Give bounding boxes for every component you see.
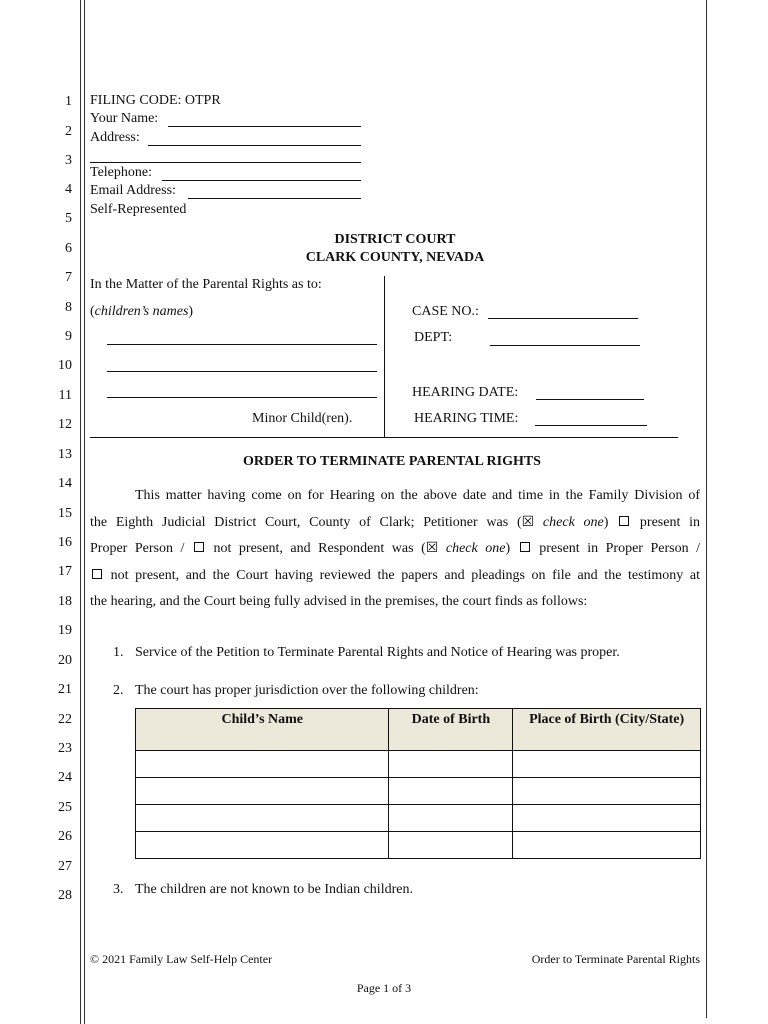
- line-number: 16: [58, 535, 72, 550]
- telephone-label: Telephone:: [90, 165, 152, 180]
- line-number: 21: [58, 682, 72, 697]
- line-number: 13: [58, 447, 72, 462]
- page-number: Page 1 of 3: [356, 981, 412, 995]
- children-table: [135, 708, 701, 859]
- line-number: 26: [58, 829, 72, 844]
- line-number: 17: [58, 564, 72, 579]
- date-of-birth-cell[interactable]: [389, 751, 513, 778]
- date-of-birth-cell[interactable]: [389, 778, 513, 805]
- column-header-date-of-birth: Date of Birth: [389, 709, 513, 751]
- line-number: 22: [58, 712, 72, 727]
- email-field[interactable]: [188, 198, 361, 199]
- your-name-label: Your Name:: [90, 111, 159, 126]
- line-number: 6: [65, 241, 72, 256]
- line-number: 11: [58, 388, 72, 403]
- footer-document-title: Order to Terminate Parental Rights: [531, 952, 700, 966]
- line-number: 12: [58, 417, 72, 432]
- line-number: 14: [58, 476, 72, 491]
- place-of-birth-cell[interactable]: [513, 832, 701, 859]
- line-number: 8: [65, 300, 72, 315]
- line-number: 23: [58, 741, 72, 756]
- line-number: 5: [65, 211, 72, 226]
- line-number: 3: [65, 153, 72, 168]
- child-name-cell[interactable]: [136, 832, 389, 859]
- minor-children-label: Minor Child(ren).: [252, 411, 353, 426]
- caption-bottom-rule: [90, 437, 678, 438]
- finding-number: 3.: [113, 882, 124, 897]
- case-no-field[interactable]: [488, 318, 638, 319]
- line-number: 25: [58, 800, 72, 815]
- filing-code: FILING CODE: OTPR: [90, 93, 221, 108]
- court-county: CLARK COUNTY, NEVADA: [305, 250, 485, 265]
- hearing-date-label: HEARING DATE:: [412, 385, 519, 400]
- paragraph-line: the hearing, and the Court being fully advised in the premises, the court finds as follows:: [90, 594, 588, 610]
- place-of-birth-cell[interactable]: [513, 778, 701, 805]
- line-number: 28: [58, 888, 72, 903]
- table-row: [136, 778, 701, 805]
- telephone-field[interactable]: [162, 180, 361, 181]
- document-title: ORDER TO TERMINATE PARENTAL RIGHTS: [243, 454, 541, 469]
- line-number: 27: [58, 859, 72, 874]
- paragraph-line: Proper Person / not present, and Respondent was (☒ check one) present in Proper Person /: [90, 541, 701, 557]
- margin-rule-left-2: [84, 0, 85, 1024]
- respondent-not-present-checkbox[interactable]: [92, 569, 102, 579]
- finding-number: 2.: [113, 683, 124, 698]
- finding-number: 1.: [113, 645, 124, 660]
- dept-label: DEPT:: [414, 330, 453, 345]
- footer-copyright: © 2021 Family Law Self-Help Center: [90, 952, 273, 966]
- table-row: [136, 805, 701, 832]
- line-number: 19: [58, 623, 72, 638]
- margin-rule-left-1: [80, 0, 81, 1024]
- address-field-line-2[interactable]: [90, 162, 361, 163]
- place-of-birth-cell[interactable]: [513, 751, 701, 778]
- child-name-field[interactable]: [107, 344, 377, 345]
- findings-paragraph: [90, 483, 700, 616]
- place-of-birth-cell[interactable]: [513, 805, 701, 832]
- child-name-field[interactable]: [107, 371, 377, 372]
- table-row: [136, 751, 701, 778]
- petitioner-present-checkbox[interactable]: [619, 516, 629, 526]
- child-name-cell[interactable]: [136, 778, 389, 805]
- child-name-cell[interactable]: [136, 805, 389, 832]
- line-number: 7: [65, 270, 72, 285]
- address-label: Address:: [90, 130, 140, 145]
- hearing-time-label: HEARING TIME:: [414, 411, 519, 426]
- paragraph-line: the Eighth Judicial District Court, County of Clark; Petitioner was (☒ check one) present in: [90, 514, 700, 530]
- line-number: 9: [65, 329, 72, 344]
- hearing-date-field[interactable]: [536, 399, 644, 400]
- self-represented: Self-Represented: [90, 202, 187, 217]
- dept-field[interactable]: [490, 345, 640, 346]
- matter-text: In the Matter of the Parental Rights as to:: [90, 277, 322, 292]
- column-header-place-of-birth: Place of Birth (City/State): [513, 709, 701, 751]
- line-number: 1: [65, 94, 72, 109]
- child-name-cell[interactable]: [136, 751, 389, 778]
- checked-box-icon: ☒: [521, 514, 535, 530]
- email-label: Email Address:: [90, 183, 176, 198]
- address-field[interactable]: [148, 145, 361, 146]
- respondent-present-checkbox[interactable]: [520, 542, 530, 552]
- line-number: 24: [58, 770, 72, 785]
- line-number: 15: [58, 506, 72, 521]
- margin-rule-right: [706, 0, 707, 1018]
- petitioner-not-present-checkbox[interactable]: [194, 542, 204, 552]
- caption-divider: [384, 276, 385, 437]
- line-number: 4: [65, 182, 72, 197]
- line-number: 10: [58, 358, 72, 373]
- child-name-field[interactable]: [107, 397, 377, 398]
- hearing-time-field[interactable]: [535, 425, 647, 426]
- paragraph-line: This matter having come on for Hearing on the above date and time in the Family Division of: [135, 488, 700, 503]
- table-row: [136, 832, 701, 859]
- table-header-row: [136, 709, 701, 751]
- checked-box-icon: ☒: [425, 541, 439, 557]
- your-name-field[interactable]: [168, 126, 361, 127]
- date-of-birth-cell[interactable]: [389, 832, 513, 859]
- paragraph-line: not present, and the Court having reviewed the papers and pleadings on file and the testimony at: [90, 563, 700, 590]
- case-no-label: CASE NO.:: [412, 304, 479, 319]
- date-of-birth-cell[interactable]: [389, 805, 513, 832]
- court-name: DISTRICT COURT: [334, 232, 456, 247]
- finding-text: The court has proper jurisdiction over the following children:: [135, 683, 479, 698]
- line-number: 20: [58, 653, 72, 668]
- finding-text: Service of the Petition to Terminate Parental Rights and Notice of Hearing was proper.: [135, 645, 620, 660]
- finding-text: The children are not known to be Indian children.: [135, 882, 413, 897]
- line-number: 18: [58, 594, 72, 609]
- children-names-hint: (children’s names): [90, 304, 194, 319]
- line-number: 2: [65, 124, 72, 139]
- column-header-child-name: Child’s Name: [136, 709, 389, 751]
